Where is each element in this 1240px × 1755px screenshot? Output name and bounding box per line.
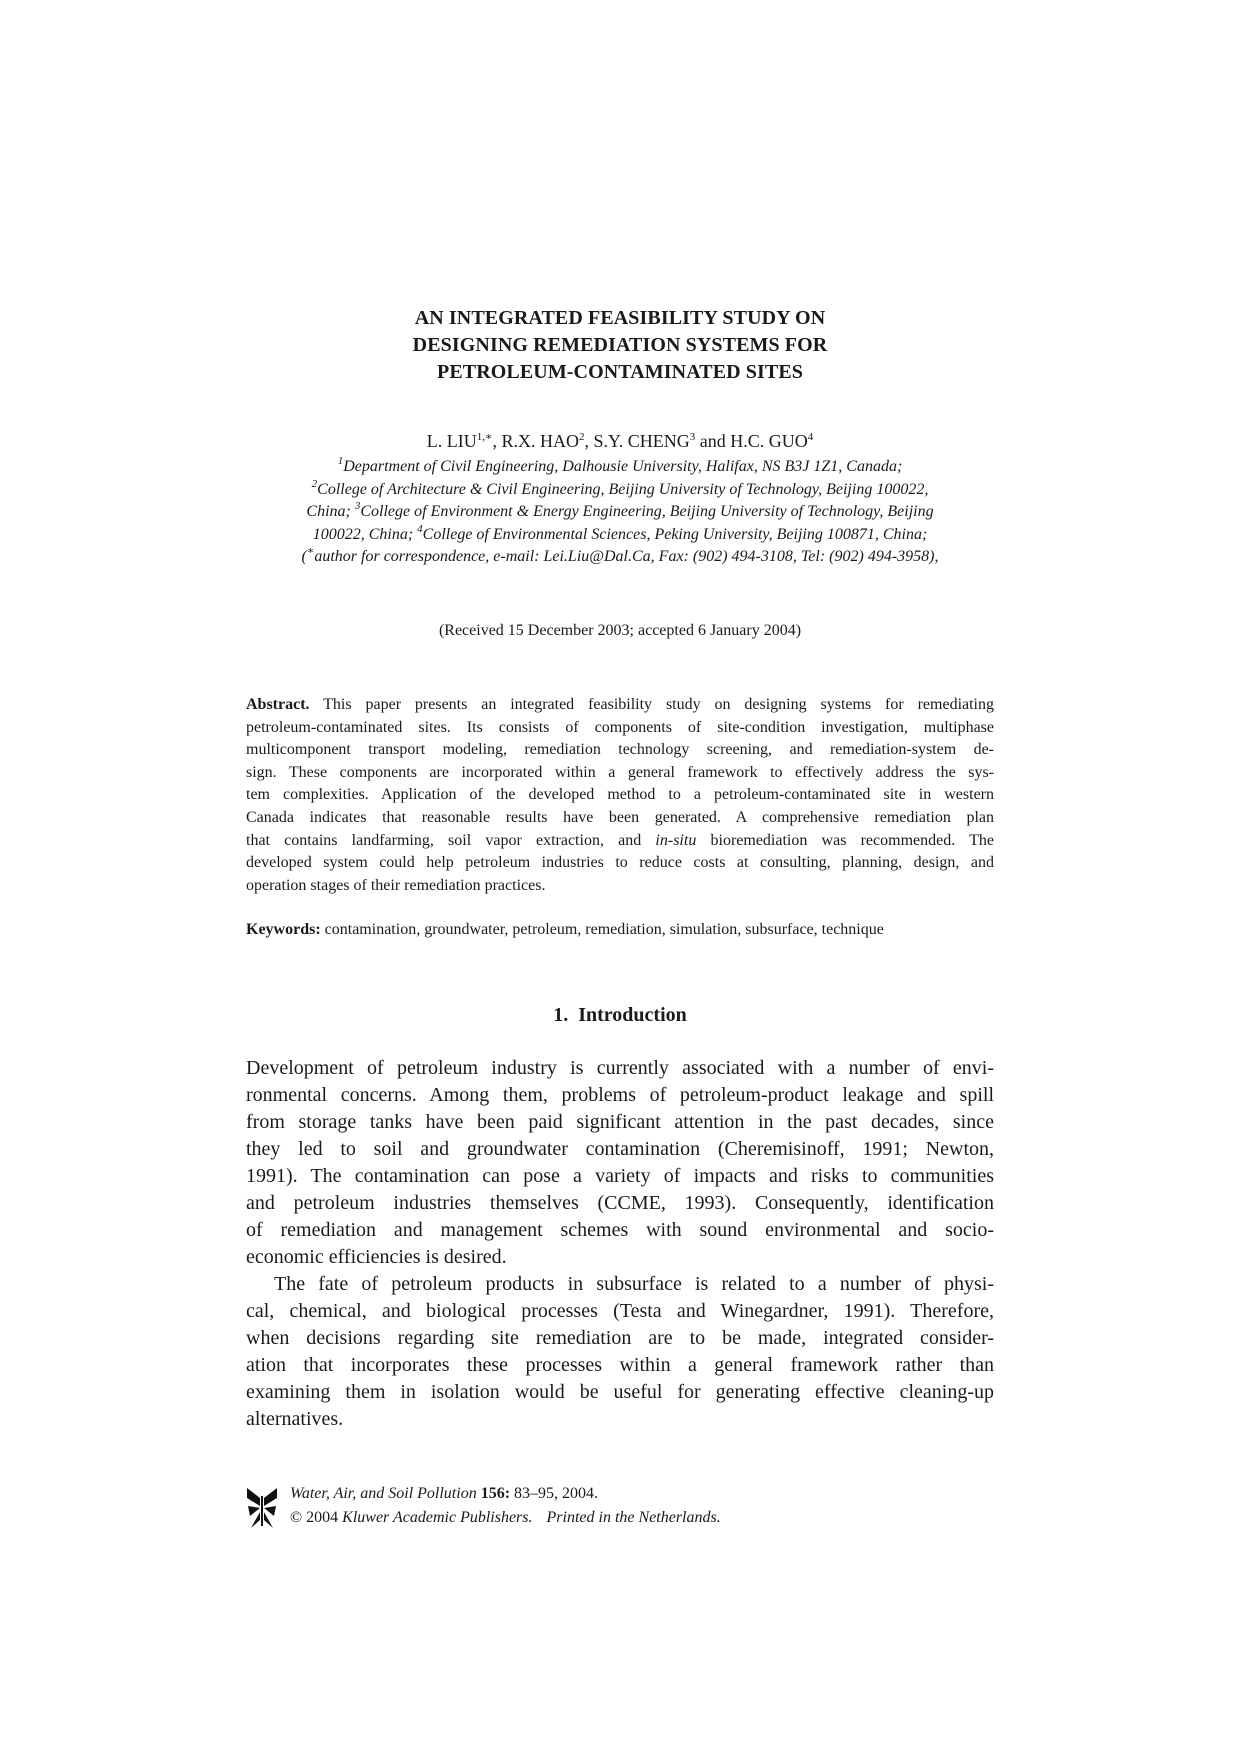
received-dates: (Received 15 December 2003; accepted 6 January 2004) (438, 622, 802, 639)
publisher-name: Kluwer Academic Publishers. (342, 1509, 533, 1526)
section-number: 1. (553, 1004, 569, 1026)
abstract-line: multicomponent transport modeling, remediation technology screening, and remediation-system de- (246, 741, 994, 759)
body-line: Development of petroleum industry is currently associated with a number of envi- (246, 1057, 994, 1079)
affiliation-line (240, 501, 1000, 524)
keywords-text: contamination, groundwater, petroleum, remediation, simulation, subsurface, technique (324, 921, 884, 938)
body-line: 1991). The contamination can pose a variety of impacts and risks to communities (246, 1165, 994, 1187)
body-line: ation that incorporates these processes within a general framework rather than (246, 1354, 994, 1376)
abstract-line (246, 830, 994, 853)
author-superscript: 3 (689, 431, 696, 443)
affiliation-text: ( (301, 548, 307, 566)
copyright-year: © 2004 (290, 1509, 339, 1526)
author-superscript: 1,∗ (476, 431, 493, 443)
printed-location: Printed in the Netherlands. (546, 1509, 721, 1526)
author-list (246, 430, 994, 452)
body-line: of remediation and management schemes with sound environmental and socio- (246, 1219, 994, 1241)
affiliations (240, 456, 1000, 569)
abstract-line: petroleum-contaminated sites. Its consists of components of site-condition investigation, multiphase (246, 718, 994, 736)
title-line: PETROLEUM-CONTAMINATED SITES (437, 361, 803, 383)
title-line: AN INTEGRATED FEASIBILITY STUDY ON (414, 307, 826, 329)
affiliation-line (240, 524, 1000, 547)
affiliation-superscript: 3 (354, 500, 361, 513)
author-conjunction: and (695, 431, 731, 451)
abstract-text: that contains landfarming, soil vapor extraction, and (246, 831, 656, 849)
author-name: H.C. GUO (730, 431, 808, 451)
body-line: when decisions regarding site remediation are to be made, integrated consider- (246, 1327, 994, 1349)
author-separator: , (492, 431, 502, 451)
affiliation-superscript: ∗ (306, 545, 315, 558)
affiliation-text: author for correspondence, e-mail: Lei.Liu@Dal.Ca, Fax: (902) 494-3108, Tel: (902) 494-3958), (314, 548, 939, 566)
abstract-line: sign. These components are incorporated within a general framework to effectively address the sys- (246, 763, 994, 781)
body-line: from storage tanks have been paid significant attention in the past decades, since (246, 1111, 994, 1133)
author-name: L. LIU (426, 431, 477, 451)
body-line: cal, chemical, and biological processes (Testa and Winegardner, 1991). Therefore, (246, 1300, 994, 1322)
body-line: The fate of petroleum products in subsurface is related to a number of physi- (274, 1273, 994, 1295)
correspondence-line (240, 546, 1000, 569)
author-superscript: 4 (807, 431, 814, 443)
journal-name: Water, Air, and Soil Pollution (290, 1485, 477, 1502)
affiliation-superscript: 2 (311, 477, 318, 490)
publication-footer (246, 1482, 846, 1542)
affiliation-line (240, 456, 1000, 479)
body-line: and petroleum industries themselves (CCME, 1993). Consequently, identification (246, 1192, 994, 1214)
author-separator: , (584, 431, 594, 451)
citation-line (290, 1482, 721, 1506)
abstract (246, 694, 994, 897)
abstract-line: developed system could help petroleum industries to reduce costs at consulting, planning, design, and (246, 854, 994, 872)
affiliation-text: China; (306, 503, 355, 521)
body-line: alternatives. (246, 1408, 344, 1430)
section-heading (246, 1002, 994, 1028)
body-line: they led to soil and groundwater contamination (Cheremisinoff, 1991; Newton, (246, 1138, 994, 1160)
affiliation-text: 100022, China; (312, 525, 418, 543)
affiliation-text: College of Architecture & Civil Engineering, Beijing University of Technology, Beijing 100022, (317, 480, 929, 498)
abstract-line: Canada indicates that reasonable results have been generated. A comprehensive remediation plan (246, 808, 994, 826)
keywords-label: Keywords: (246, 921, 321, 938)
author-superscript: 2 (579, 431, 585, 443)
abstract-text: bioremediation was recommended. The (696, 831, 995, 849)
paper-title (246, 305, 994, 386)
author-name: S.Y. CHENG (593, 431, 690, 451)
introduction-body (246, 1055, 994, 1433)
affiliation-text: College of Environment & Energy Engineering, Beijing University of Technology, Beijing (360, 503, 934, 521)
abstract-line: tem complexities. Application of the developed method to a petroleum-contaminated site in western (246, 786, 994, 804)
affiliation-line (240, 479, 1000, 502)
publisher-logo-icon (246, 1486, 278, 1530)
affiliation-text: Department of Civil Engineering, Dalhousie University, Halifax, NS B3J 1Z1, Canada; (343, 458, 903, 475)
body-line: ronmental concerns. Among them, problems of petroleum-product leakage and spill (246, 1084, 994, 1106)
title-line: DESIGNING REMEDIATION SYSTEMS FOR (412, 334, 828, 356)
publication-info (290, 1482, 721, 1530)
author-name: R.X. HAO (501, 431, 580, 451)
journal-volume: 156: (480, 1485, 511, 1502)
abstract-line: operation stages of their remediation practices. (246, 876, 546, 894)
abstract-text: This paper presents an integrated feasibility study on designing systems for remediating (323, 696, 995, 713)
keywords (246, 919, 1006, 941)
copyright-line (290, 1506, 721, 1530)
abstract-label: Abstract. (246, 696, 310, 713)
abstract-line (246, 694, 994, 717)
body-line: economic efficiencies is desired. (246, 1246, 507, 1268)
abstract-italic-term: in-situ (655, 831, 697, 849)
journal-pages: 83–95, 2004. (510, 1485, 599, 1502)
affiliation-superscript: 1 (337, 455, 344, 467)
affiliation-text: College of Environmental Sciences, Peking University, Beijing 100871, China; (422, 525, 928, 543)
section-title: Introduction (578, 1004, 687, 1026)
body-line: examining them in isolation would be useful for generating effective cleaning-up (246, 1381, 994, 1403)
affiliation-superscript: 4 (417, 522, 423, 535)
